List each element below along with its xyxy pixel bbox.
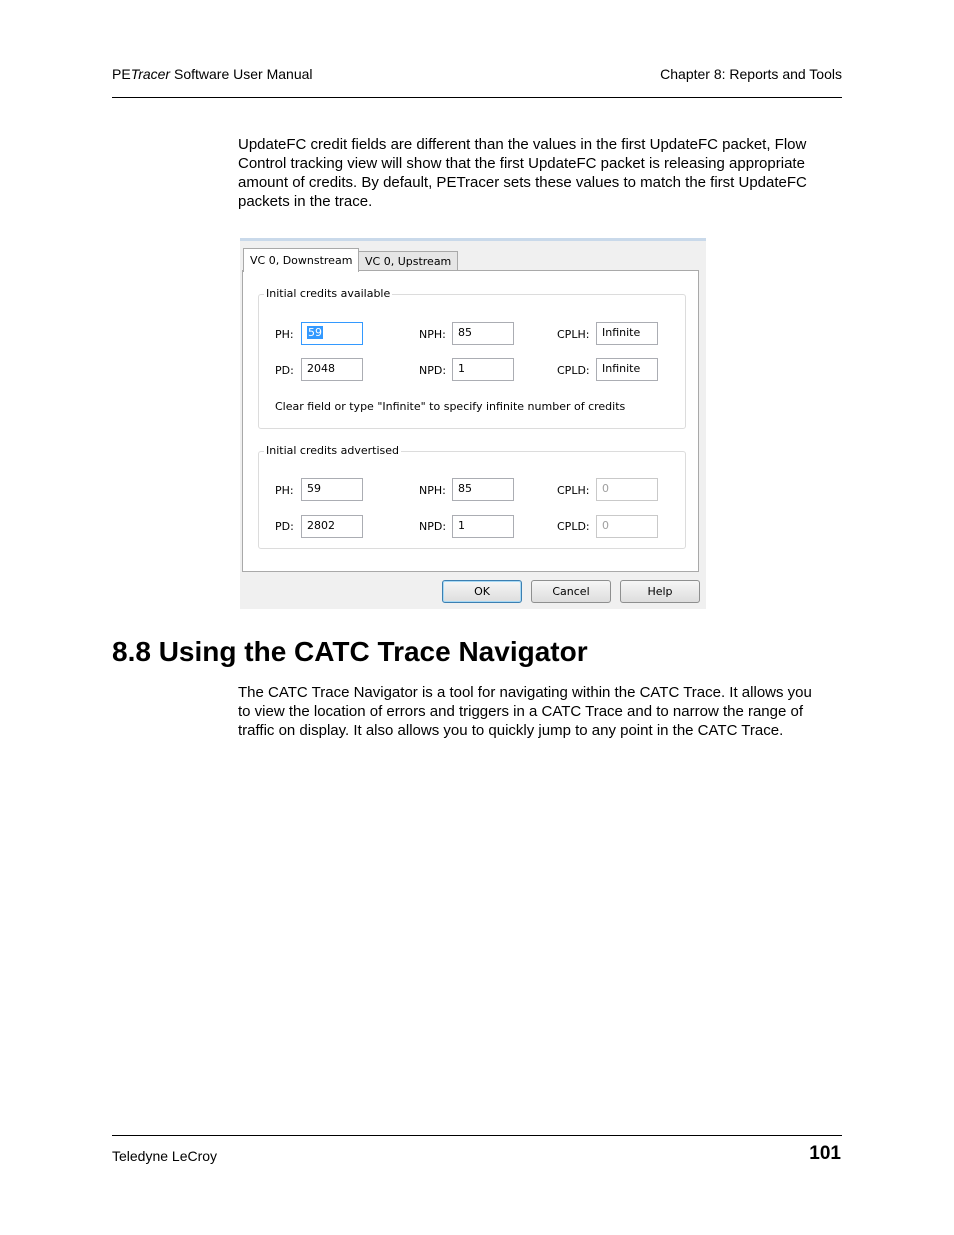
cpld-available-input[interactable]: Infinite	[596, 358, 658, 381]
credits-dialog	[240, 238, 706, 609]
ph-label: PH:	[275, 484, 294, 497]
pd-label: PD:	[275, 364, 294, 377]
cancel-button[interactable]: Cancel	[531, 580, 611, 603]
footer-rule	[112, 1135, 842, 1136]
npd-label: NPD:	[419, 520, 447, 533]
nph-label: NPH:	[419, 484, 446, 497]
nph-available-input[interactable]: 85	[452, 322, 514, 345]
infinite-hint-text: Clear field or type "Infinite" to specify infinite number of credits	[275, 400, 626, 413]
ph-advertised-input[interactable]: 59	[301, 478, 363, 501]
page-number: 101	[809, 1143, 841, 1164]
group-credits-advertised-legend: Initial credits advertised	[266, 444, 399, 457]
cplh-available-input[interactable]: Infinite	[596, 322, 658, 345]
nph-advertised-input[interactable]: 85	[452, 478, 514, 501]
intro-paragraph: UpdateFC credit fields are different than the values in the first UpdateFC packet, Flow Control tracking view will show that the first UpdateFC packet is releasing appropriate amount of credits. By default, PETracer sets these values to match the first UpdateFC packets in the trace.	[238, 136, 807, 210]
ph-label: PH:	[275, 328, 294, 341]
section-heading: 8.8 Using the CATC Trace Navigator	[112, 636, 588, 667]
footer-company: Teledyne LeCroy	[112, 1148, 218, 1164]
cplh-advertised-input: 0	[596, 478, 658, 501]
tab-vc0-upstream[interactable]: VC 0, Upstream	[358, 251, 458, 272]
nph-label: NPH:	[419, 328, 446, 341]
dialog-titlebar-edge	[240, 238, 706, 241]
ph-available-input[interactable]: 59	[301, 322, 363, 345]
header-rule	[112, 97, 842, 98]
npd-advertised-input[interactable]: 1	[452, 515, 514, 538]
section-paragraph: The CATC Trace Navigator is a tool for navigating within the CATC Trace. It allows you to view the location of errors and triggers in a CATC Trace and to narrow the range of traffic on display. It also allows you to quickly jump to any point in the CATC Trace.	[238, 684, 812, 739]
cpld-label: CPLD:	[557, 364, 590, 377]
cpld-advertised-input: 0	[596, 515, 658, 538]
pd-advertised-input[interactable]: 2802	[301, 515, 363, 538]
cplh-label: CPLH:	[557, 328, 590, 341]
running-header-chapter: Chapter 8: Reports and Tools	[660, 66, 842, 82]
help-button[interactable]: Help	[620, 580, 700, 603]
running-header-title: PETracer Software User Manual	[112, 66, 313, 82]
tab-panel	[242, 270, 699, 572]
ok-button[interactable]: OK	[442, 580, 522, 603]
pd-label: PD:	[275, 520, 294, 533]
cplh-label: CPLH:	[557, 484, 590, 497]
npd-label: NPD:	[419, 364, 447, 377]
pd-available-input[interactable]: 2048	[301, 358, 363, 381]
cpld-label: CPLD:	[557, 520, 590, 533]
tab-vc0-downstream[interactable]: VC 0, Downstream	[243, 248, 359, 272]
npd-available-input[interactable]: 1	[452, 358, 514, 381]
group-credits-available-legend: Initial credits available	[266, 287, 391, 300]
